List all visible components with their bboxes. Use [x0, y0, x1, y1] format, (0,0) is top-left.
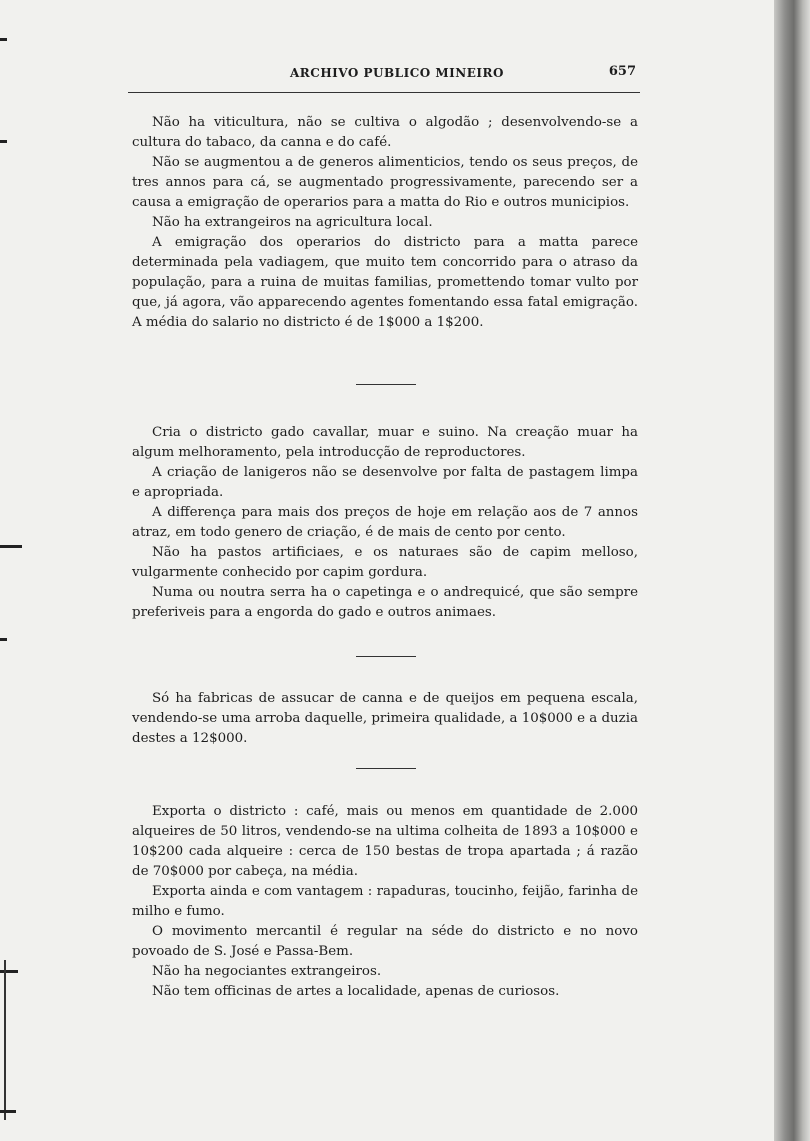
page-header: [130, 62, 640, 86]
paragraph: Não ha pastos artificiaes, e os naturaes são de capim melloso, vulgarmente conhecido por capim gordura.: [132, 545, 638, 580]
paragraph: Só ha fabricas de assucar de canna e de queijos em pequena escala, vendendo-se uma arroba daquelle, primeira qualidade, a 10$000 e a duzia destes a 12$000.: [132, 691, 639, 746]
page-edge-mark: [0, 140, 7, 143]
paragraph: Não tem officinas de artes a localidade, apenas de curiosos.: [152, 984, 560, 999]
paragraph: Não ha extrangeiros na agricultura local.: [152, 215, 433, 230]
page-edge-mark: [0, 970, 18, 973]
page-edge-mark: [0, 545, 22, 548]
paragraph: Não se augmentou a de generos alimenticios, tendo os seus preços, de tres annos para cá, se augmentado progressivamente, parecendo ser a causa a emigração de operarios para a matta do Rio e outros municipios.: [132, 155, 638, 210]
paragraph: A criação de lanigeros não se desenvolve por falta de pastagem limpa e apropriada.: [132, 465, 638, 500]
paragraph: A differença para mais dos preços de hoje em relação aos de 7 annos atraz, em todo genero de criação, é de mais de cento por cento.: [132, 505, 638, 540]
paragraph: O movimento mercantil é regular na séde do districto e no novo povoado de S. José e Passa-Bem.: [132, 924, 638, 959]
book-spine-shadow: [774, 0, 810, 1141]
page-number: 657: [608, 64, 636, 79]
running-title: ARCHIVO PUBLICO MINEIRO: [290, 66, 504, 80]
paragraph: Exporta o districto : café, mais ou menos em quantidade de 2.000 alqueires de 50 litros, vendendo-se na ultima colheita de 1893 a 10$000 e 10$200 cada alqueire : cerca de 150 bestas de tropa apartada ; á razão de 70$000 por cabeça, na média.: [132, 804, 638, 879]
section-industry: [132, 689, 638, 749]
paragraph: Exporta ainda e com vantagem : rapaduras, toucinho, feijão, farinha de milho e fumo.: [132, 884, 638, 919]
page-edge-mark: [0, 638, 7, 641]
section-livestock: [132, 423, 638, 623]
section-divider: [356, 656, 416, 657]
section-divider: [356, 384, 416, 385]
section-commerce: [132, 802, 638, 1002]
section-agriculture: [132, 113, 638, 333]
page-edge-line: [4, 960, 6, 1120]
paragraph: Cria o districto gado cavallar, muar e suino. Na creação muar ha algum melhoramento, pela introducção de reproductores.: [132, 425, 638, 460]
header-rule: [128, 92, 640, 93]
page-edge-mark: [0, 38, 7, 41]
paragraph: Numa ou noutra serra ha o capetinga e o andrequicé, que são sempre preferiveis para a engorda do gado e outros animaes.: [132, 585, 638, 620]
paragraph: Não ha viticultura, não se cultiva o algodão ; desenvolvendo-se a cultura do tabaco, da canna e do café.: [132, 115, 638, 150]
section-divider: [356, 768, 416, 769]
paragraph: A emigração dos operarios do districto para a matta parece determinada pela vadiagem, que muito tem concorrido para o atraso da população, para a ruina de muitas familias, promettendo tomar vulto por que, já agora, vão apparecendo agentes fomentando essa fatal emigração. A média do salario no districto é de 1$000 a 1$200.: [132, 235, 638, 330]
paragraph: Não ha negociantes extrangeiros.: [152, 964, 382, 979]
page-edge-mark: [0, 1110, 16, 1113]
